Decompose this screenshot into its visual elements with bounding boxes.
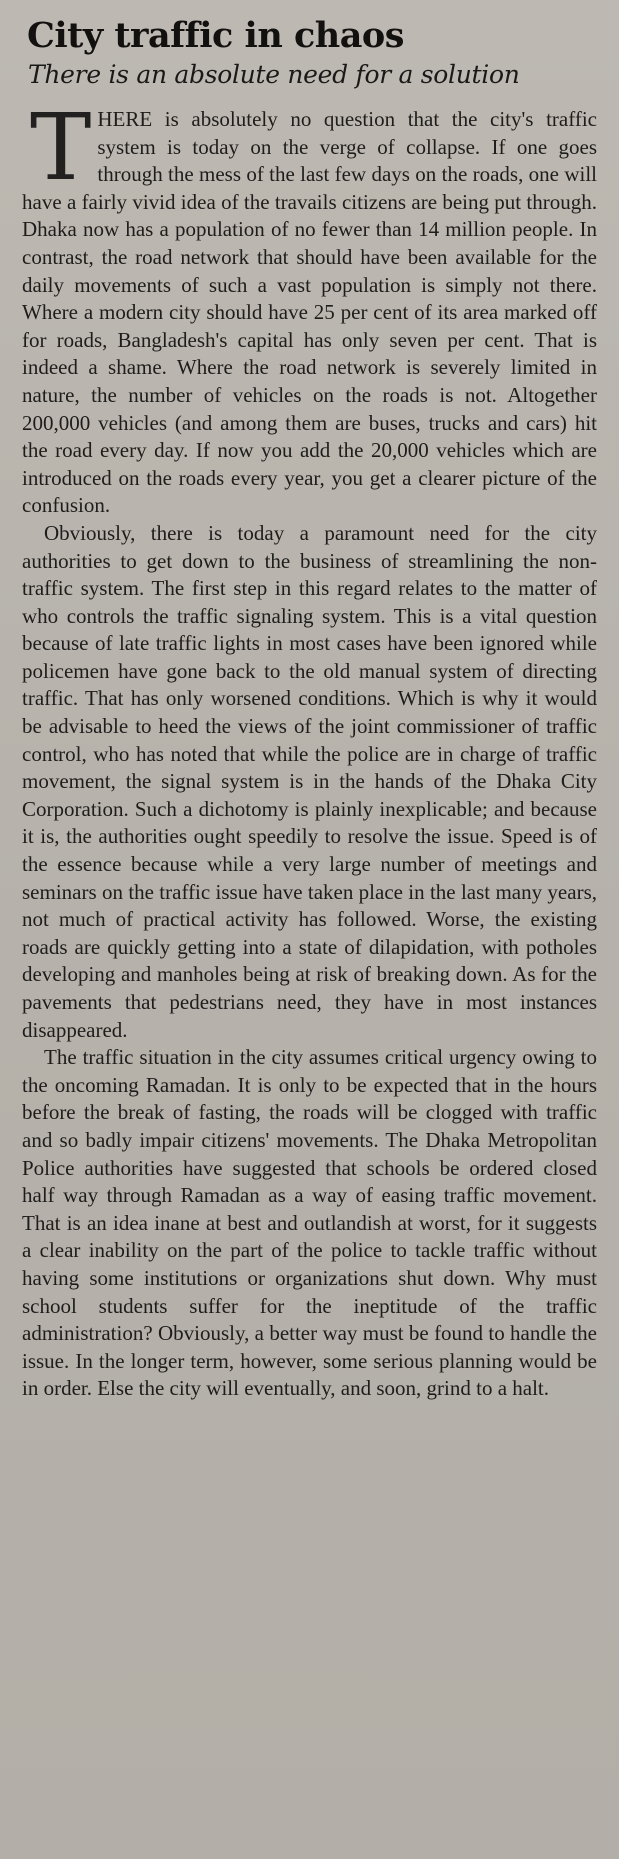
drop-cap: T [30,94,92,201]
paragraph-2: Obviously, there is today a paramount need for the city authorities to get down to the business of streamlining the non-traffic system. The first step in this regard relates to the matter of who controls the traffic signaling system. This is a vital question because of late traffic lights in most cases have been ignored while policemen have gone back to the old manual system of directing traffic. That has only worsened conditions. Which is why it would be advisable to heed the views of the joint commissioner of traffic control, who has noted that while the police are in charge of traffic movement, the signal system is in the hands of the Dhaka City Corporation. Such a dichotomy is plainly inexplicable; and because it is, the authorities ought speedily to resolve the issue. Speed is of the essence because while a very large number of meetings and seminars on the traffic issue have taken place in the last many years, not much of practical activity has followed. Worse, the existing roads are quickly getting into a state of dilapidation, with potholes developing and manholes being at risk of breaking down. As for the pavements that pedestrians need, they have in most instances disappeared. [22,520,597,1042]
paragraph-3: The traffic situation in the city assumes critical urgency owing to the oncoming Ramadan. It is only to be expected that in the hours before the break of fasting, the roads will be clogged with traffic and so badly impair citizens' movements. The Dhaka Metropolitan Police authorities have suggested that schools be ordered closed half way through Ramadan as a way of easing traffic movement. That is an idea inane at best and outlandish at worst, for it suggests a clear inability on the part of the police to tackle traffic without having some institutions or organizations shut down. Why must school students suffer for the ineptitude of the traffic administration? Obviously, a better way must be found to handle the issue. In the longer term, however, some serious planning would be in order. Else the city will eventually, and soon, grind to a halt. [22,1045,597,1401]
paragraph-1-text: is absolutely no question that the city's traffic system is today on the verge of collapse. If one goes through the mess of the last few days on the roads, one will have a fairly vivid idea of the travails citizens are being put through. Dhaka now has a population of no fewer than 14 million people. In contrast, the road network that should have been available for the daily movements of such a vast population is simply not there. Where a modern city should have 25 per cent of its area marked off for roads, Bangladesh's capital has only seven per cent. That is indeed a shame. Where the road network is severely limited in nature, the number of vehicles on the roads is not. Altogether 200,000 vehicles (and among them are buses, trucks and cars) hit the road every day. If now you add the 20,000 vehicles which are introduced on the roads every year, you get a clearer picture of the confusion. [22,107,597,518]
lead-in-caps: HERE [97,107,153,131]
article-body [22,94,597,1403]
subheadline: There is an absolute need for a solution [28,60,520,89]
headline: City traffic in chaos [27,15,404,56]
paragraph-1 [22,94,597,520]
